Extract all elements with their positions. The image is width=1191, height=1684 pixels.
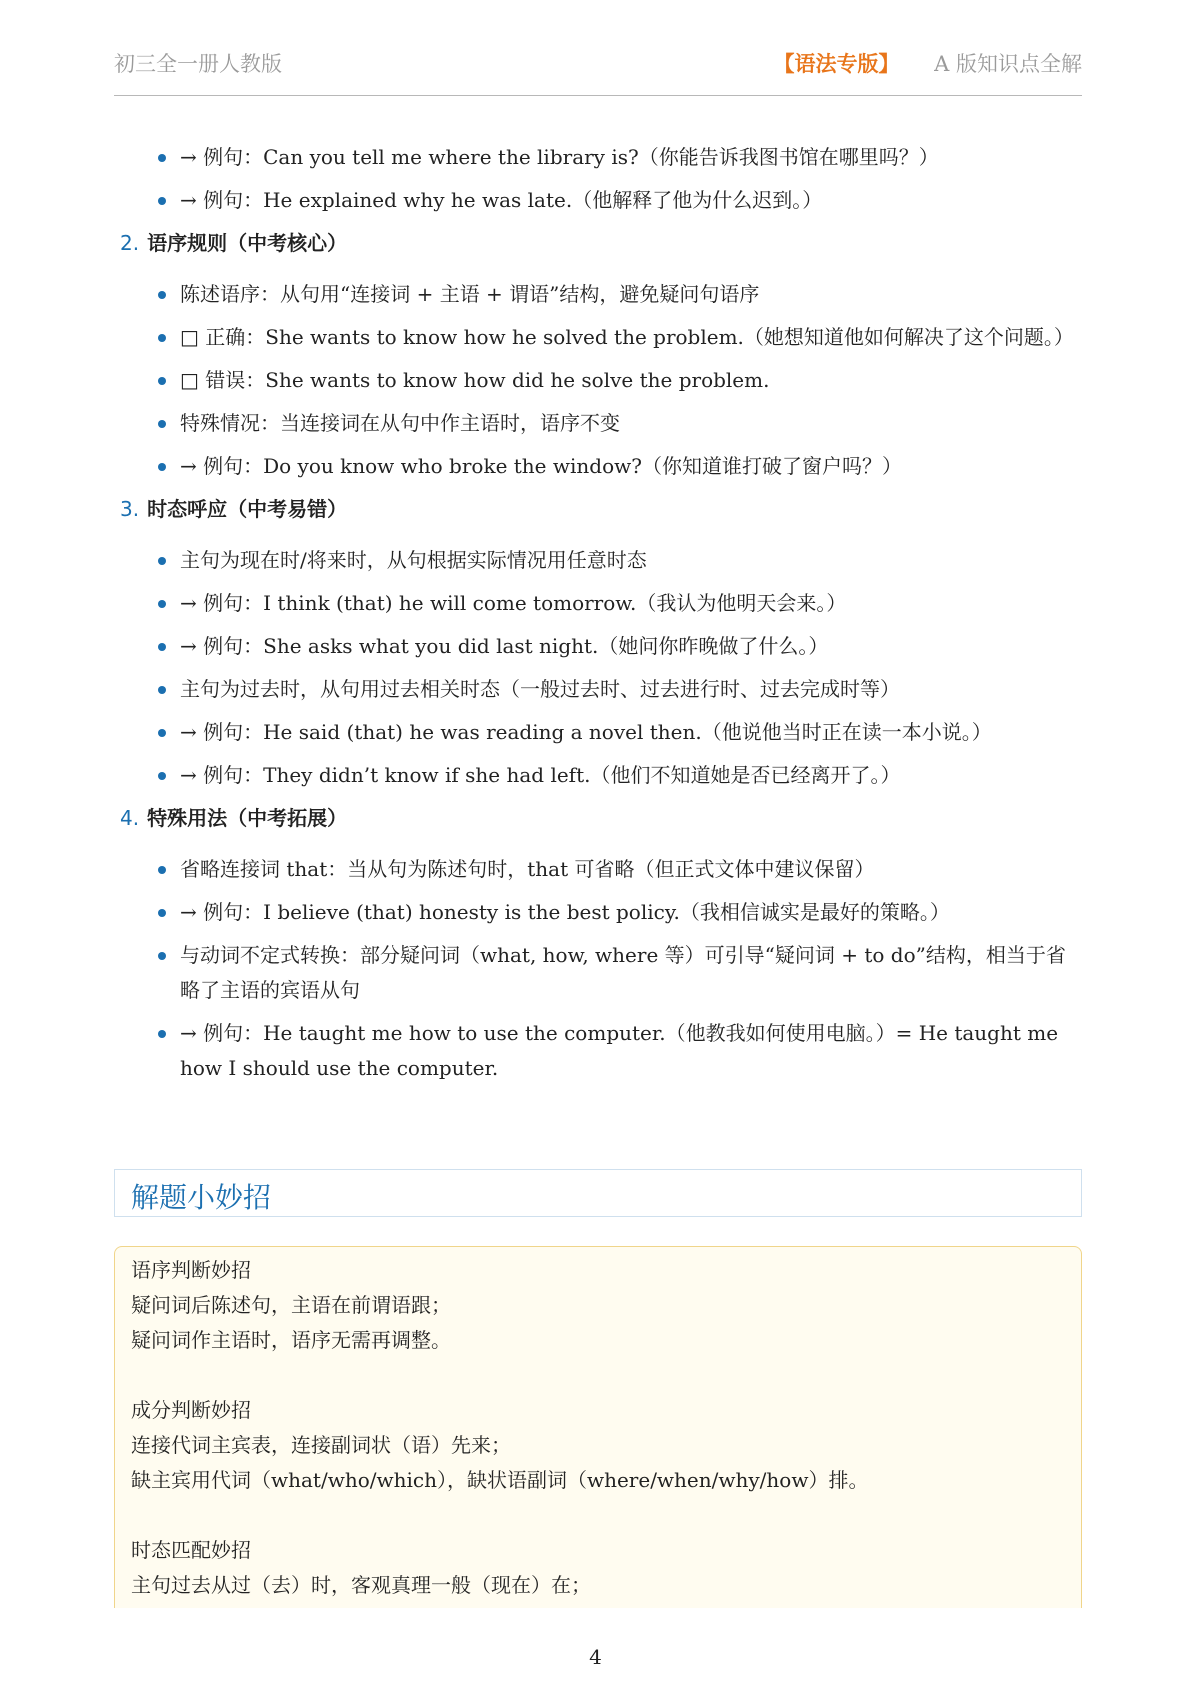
section-title: 时态呼应（中考易错）	[147, 497, 348, 521]
bullet-dot-icon	[158, 154, 166, 162]
bullet-dot-icon	[158, 377, 166, 385]
bullet-dot-icon	[158, 909, 166, 917]
bullet-item	[114, 140, 1082, 175]
bullet-item	[114, 672, 1082, 707]
tip-line: 疑问词后陈述句，主语在前谓语跟；	[131, 1293, 451, 1317]
section-heading	[120, 801, 1082, 836]
bullet-item	[114, 629, 1082, 664]
bullet-text: □ 正确：She wants to know how he solved the problem.（她想知道他如何解决了这个问题。）	[180, 325, 1074, 349]
header-right	[773, 48, 1082, 78]
bullet-dot-icon	[158, 686, 166, 694]
bullet-text: → 例句：He said (that) he was reading a novel then.（他说他当时正在读一本小说。）	[180, 720, 992, 744]
section-number: 2.	[120, 231, 140, 255]
tip-line: 缺主宾用代词（what/who/which），缺状语副词（where/when/why/how）排。	[131, 1468, 869, 1492]
page-number: 4	[589, 1645, 602, 1669]
bullet-dot-icon	[158, 557, 166, 565]
tips-title: 解题小妙招	[131, 1181, 272, 1214]
bullet-item	[114, 758, 1082, 793]
bullet-text: → 例句：I think (that) he will come tomorrow.（我认为他明天会来。）	[180, 591, 847, 615]
bullet-dot-icon	[158, 463, 166, 471]
bullet-item	[114, 938, 1082, 1008]
bullet-dot-icon	[158, 729, 166, 737]
bullet-item	[114, 852, 1082, 887]
bullet-text: 主句为过去时，从句用过去相关时态（一般过去时、过去进行时、过去完成时等）	[180, 677, 900, 701]
bullet-text: → 例句：He taught me how to use the computer.（他教我如何使用电脑。）= He taught me how I should use the computer.	[180, 1021, 1059, 1080]
bullet-text: → 例句：She asks what you did last night.（她问你昨晚做了什么。）	[180, 634, 829, 658]
tip-line: 语序判断妙招	[131, 1258, 251, 1282]
main-content	[114, 140, 1082, 1094]
section-number: 3.	[120, 497, 140, 521]
bullet-item	[114, 277, 1082, 312]
bullet-item	[114, 586, 1082, 621]
tip-line: 成分判断妙招	[131, 1398, 251, 1422]
tip-line	[131, 1358, 1065, 1393]
bullet-dot-icon	[158, 334, 166, 342]
bullet-text: 主句为现在时/将来时，从句根据实际情况用任意时态	[180, 548, 647, 572]
bullet-item	[114, 406, 1082, 441]
book-subtitle: A 版知识点全解	[934, 52, 1082, 76]
bullet-item	[114, 543, 1082, 578]
bullet-dot-icon	[158, 1030, 166, 1038]
bullet-item	[114, 449, 1082, 484]
tip-line: 主句过去从过（去）时，客观真理一般（现在）在；	[131, 1573, 591, 1597]
bullet-dot-icon	[158, 772, 166, 780]
page-header	[114, 40, 1082, 96]
tip-line	[131, 1498, 1065, 1533]
bullet-text: → 例句：Can you tell me where the library is?（你能告诉我图书馆在哪里吗？）	[180, 145, 939, 169]
bullet-item	[114, 320, 1082, 355]
tips-title-box	[114, 1169, 1082, 1217]
bullet-text: 特殊情况：当连接词在从句中作主语时，语序不变	[180, 411, 620, 435]
bullet-item	[114, 1016, 1082, 1086]
bullet-dot-icon	[158, 420, 166, 428]
edition-badge: 【语法专版】	[773, 51, 900, 76]
section-heading	[120, 492, 1082, 527]
bullet-dot-icon	[158, 291, 166, 299]
bullet-dot-icon	[158, 197, 166, 205]
bullet-dot-icon	[158, 643, 166, 651]
section-title: 语序规则（中考核心）	[147, 231, 348, 255]
tip-line: 连接代词主宾表，连接副词状（语）先来；	[131, 1433, 511, 1457]
bullet-text: □ 错误：She wants to know how did he solve the problem.	[180, 368, 770, 392]
tips-content	[115, 1247, 1081, 1608]
bullet-text: → 例句：He explained why he was late.（他解释了他为什么迟到。）	[180, 188, 823, 212]
bullet-text: → 例句：They didn’t know if she had left.（他们不知道她是否已经离开了。）	[180, 763, 901, 787]
section-heading	[120, 226, 1082, 261]
book-title: 初三全一册人教版	[114, 52, 282, 76]
tips-box	[114, 1246, 1082, 1608]
bullet-item	[114, 895, 1082, 930]
bullet-item	[114, 715, 1082, 750]
bullet-text: 省略连接词 that：当从句为陈述句时，that 可省略（但正式文体中建议保留）	[180, 857, 875, 881]
bullet-dot-icon	[158, 866, 166, 874]
bullet-text: 与动词不定式转换：部分疑问词（what, how, where 等）可引导“疑问词 + to do”结构，相当于省略了主语的宾语从句	[180, 943, 1066, 1002]
bullet-text: → 例句：Do you know who broke the window?（你知道谁打破了窗户吗？）	[180, 454, 902, 478]
bullet-dot-icon	[158, 600, 166, 608]
bullet-item	[114, 363, 1082, 398]
bullet-item	[114, 183, 1082, 218]
section-title: 特殊用法（中考拓展）	[147, 806, 348, 830]
tip-line: 时态匹配妙招	[131, 1538, 251, 1562]
bullet-dot-icon	[158, 952, 166, 960]
section-number: 4.	[120, 806, 140, 830]
bullet-text: 陈述语序：从句用“连接词 + 主语 + 谓语”结构，避免疑问句语序	[180, 282, 760, 306]
tip-line: 疑问词作主语时，语序无需再调整。	[131, 1328, 451, 1352]
bullet-text: → 例句：I believe (that) honesty is the best policy.（我相信诚实是最好的策略。）	[180, 900, 950, 924]
